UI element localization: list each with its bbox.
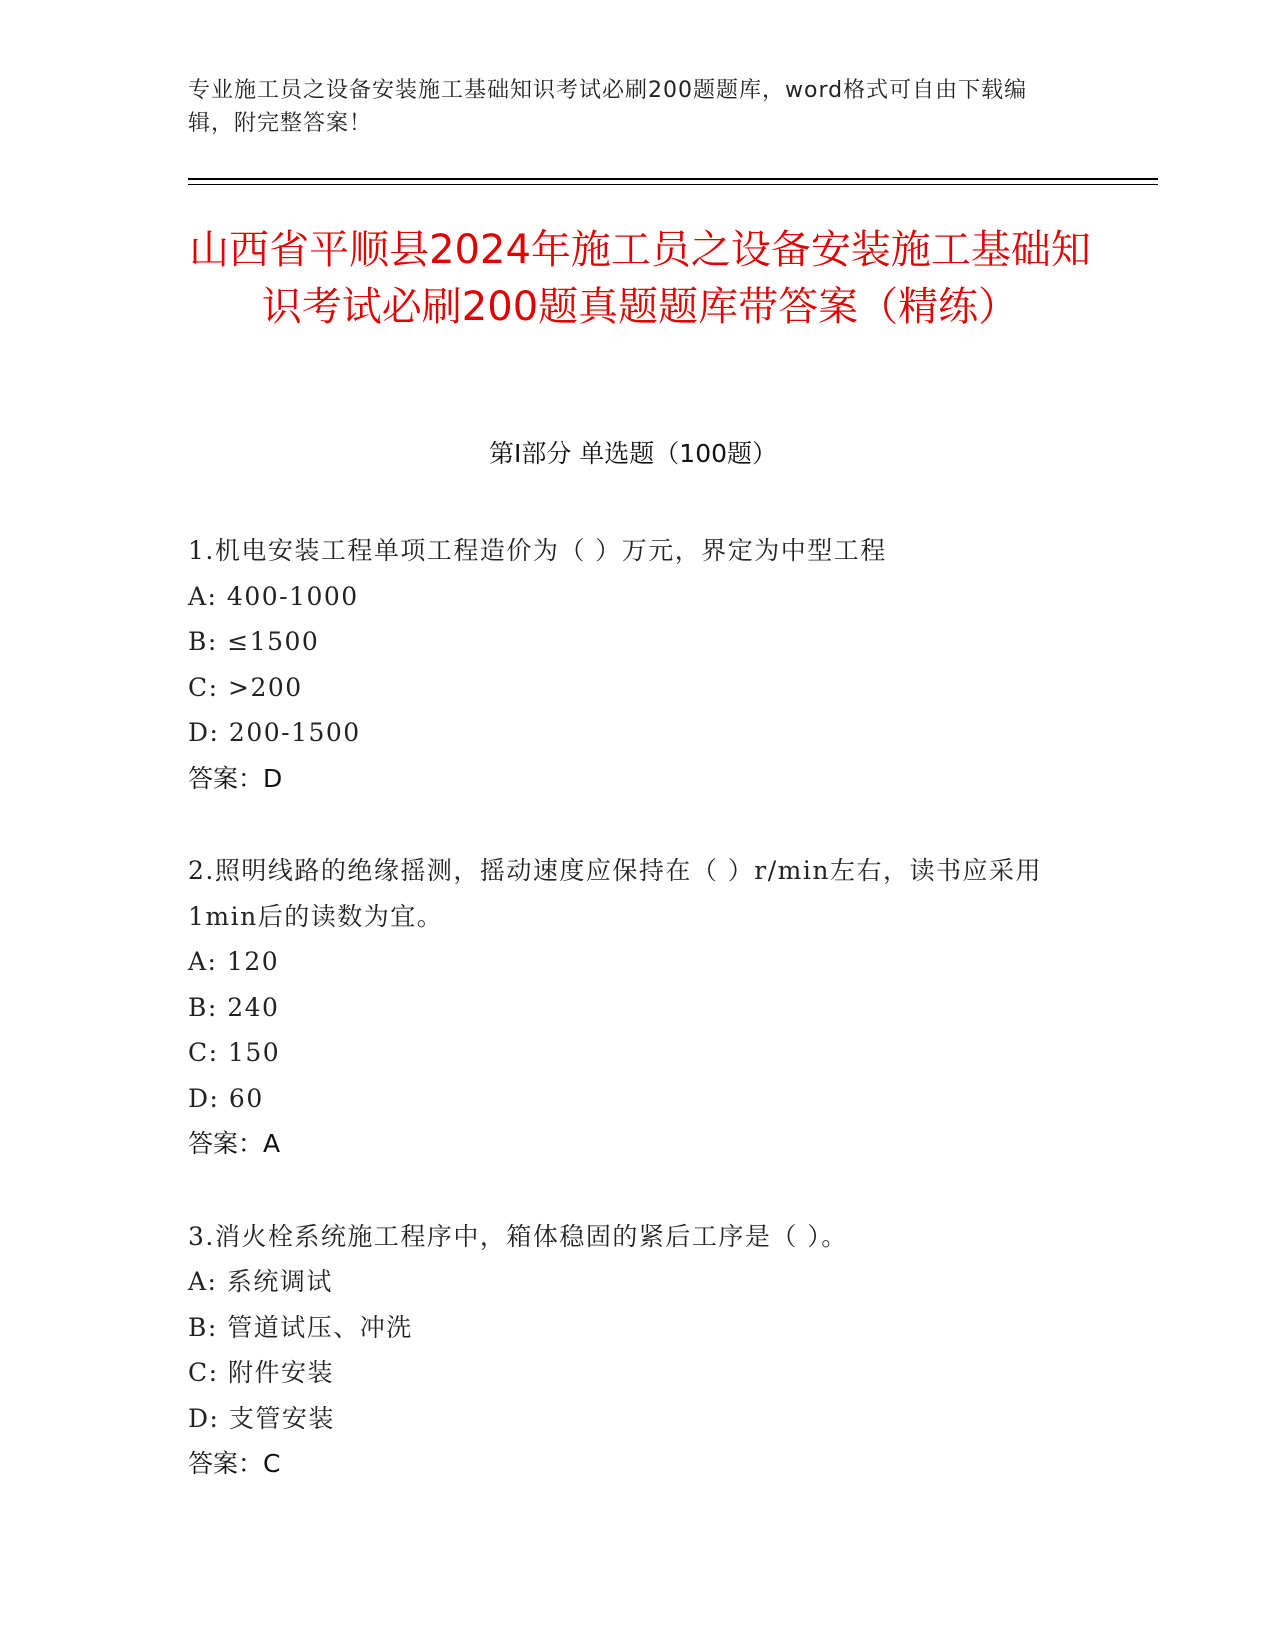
option-a: A: 120 (188, 947, 280, 976)
answer-line: 答案：D (188, 763, 283, 793)
option-c: C: 附件安装 (188, 1358, 334, 1387)
header-divider-thin (188, 184, 1158, 185)
option-b: B: 240 (188, 992, 280, 1022)
answer-line: 答案：A (188, 1129, 281, 1158)
section-heading: 第Ⅰ部分 单选题（100题） (488, 439, 778, 468)
question-item (188, 848, 1078, 1167)
answer-line: 答案：C (188, 1449, 281, 1478)
option-a: A: 400-1000 (188, 581, 359, 611)
question-list (188, 528, 1078, 1534)
question-text: 2.照明线路的绝缘摇测，摇动速度应保持在（ ）r/min左右，读书应采用1min后的读数为宜。 (188, 856, 1042, 931)
option-d: D: 200-1500 (188, 718, 361, 747)
question-text: 1.机电安装工程单项工程造价为（ ）万元，界定为中型工程 (188, 536, 887, 565)
option-d: D: 支管安装 (188, 1403, 335, 1433)
option-a: A: 系统调试 (188, 1267, 333, 1296)
option-d: D: 60 (188, 1083, 264, 1113)
option-b: B: 管道试压、冲洗 (188, 1312, 413, 1342)
option-c: C: 150 (188, 1038, 281, 1067)
option-b: B: ≤1500 (188, 627, 320, 656)
question-item (188, 1214, 1078, 1487)
header-divider-thick (188, 178, 1158, 180)
document-title: 山西省平顺县2024年施工员之设备安装施工基础知识考试必刷200题真题题库带答案（精练） (189, 227, 1091, 330)
question-text: 3.消火栓系统施工程序中，箱体稳固的紧后工序是（ ）。 (188, 1221, 848, 1251)
option-c: C: >200 (188, 672, 303, 702)
header-note: 专业施工员之设备安装施工基础知识考试必刷200题题库，word格式可自由下载编辑，附完整答案！ (188, 78, 1028, 136)
question-item (188, 528, 1078, 801)
